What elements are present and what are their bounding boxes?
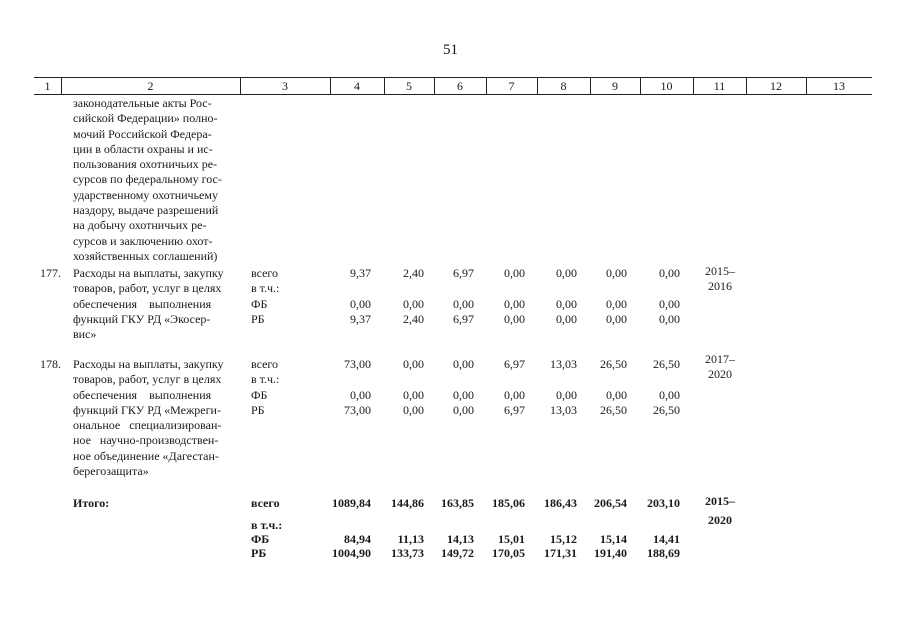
text-line: ударственному охотничьему — [73, 187, 218, 202]
text-line: Расходы на выплаты, закупку — [73, 357, 224, 371]
total-fb-col-7: 15,01 — [498, 532, 525, 546]
label-including: в т.ч.: — [251, 518, 283, 532]
total-fb-col-10: 14,41 — [653, 532, 680, 546]
text-line: ции в области охраны и ис- — [73, 141, 213, 156]
header-col-9: 9 — [612, 79, 618, 93]
header-col-11: 11 — [713, 79, 726, 93]
header-col-7: 7 — [508, 79, 515, 93]
row-period — [698, 264, 742, 295]
total-fb-col-5: 11,13 — [397, 532, 424, 546]
header-col-2: 2 — [147, 79, 154, 93]
row-number: 178. — [40, 357, 61, 371]
value-total-col-5: 2,40 — [403, 266, 424, 280]
value-total-col-4: 73,00 — [344, 357, 371, 371]
text-line: сурсов по федеральному гос- — [73, 172, 222, 187]
row-name — [73, 357, 241, 479]
period-end: 2020 — [708, 513, 732, 527]
total-value-col-4: 1089,84 — [332, 496, 371, 510]
value-fb-col-6: 0,00 — [453, 296, 474, 311]
value-fb-col-5: 0,00 — [403, 296, 424, 311]
value-fb-col-10: 0,00 — [659, 296, 680, 311]
total-fb-col-9: 15,14 — [600, 532, 627, 546]
label-total: всего — [251, 357, 279, 371]
total-rb-col-4: 1004,90 — [332, 546, 371, 560]
label-rb: РБ — [251, 402, 265, 417]
header-col-13: 13 — [833, 79, 845, 93]
row-labels — [251, 357, 279, 418]
text-line: хозяйственных соглашений) — [73, 248, 218, 263]
period-start: 2017– — [705, 352, 735, 366]
text-line: мочий Российской Федера- — [73, 126, 212, 141]
page-number: 51 — [443, 42, 458, 58]
header-col-6: 6 — [457, 79, 463, 93]
total-value-col-8: 186,43 — [544, 496, 577, 510]
total-rb-col-9: 191,40 — [594, 546, 627, 560]
value-total-col-5: 0,00 — [403, 357, 424, 371]
label-fb: ФБ — [251, 296, 268, 311]
text-line: обеспечения выполнения — [73, 387, 212, 402]
value-total-col-7: 6,97 — [504, 357, 525, 371]
total-period — [698, 492, 742, 530]
row-number: 177. — [40, 266, 61, 280]
label-fb: ФБ — [251, 387, 268, 402]
value-rb-col-8: 13,03 — [550, 402, 577, 417]
value-rb-col-7: 6,97 — [504, 402, 525, 417]
value-fb-col-8: 0,00 — [556, 387, 577, 402]
text-line: товаров, работ, услуг в целях — [73, 281, 222, 296]
text-line: ональное специализирован- — [73, 418, 222, 433]
header-bottom-line — [34, 94, 872, 95]
label-rb: РБ — [251, 546, 267, 560]
value-total-col-9: 0,00 — [606, 266, 627, 280]
row-labels — [251, 266, 279, 327]
period-end: 2020 — [708, 367, 732, 382]
value-rb-col-5: 0,00 — [403, 402, 424, 417]
value-rb-col-5: 2,40 — [403, 311, 424, 326]
text-line: берегозащита» — [73, 464, 149, 479]
value-fb-col-5: 0,00 — [403, 387, 424, 402]
value-total-col-9: 26,50 — [600, 357, 627, 371]
period-start: 2015– — [705, 264, 735, 278]
total-rb-col-10: 188,69 — [647, 546, 680, 560]
value-fb-col-4: 0,00 — [350, 296, 371, 311]
value-rb-col-9: 0,00 — [606, 311, 627, 326]
text-line: функций ГКУ РД «Межреги- — [73, 402, 221, 417]
value-rb-col-6: 0,00 — [453, 402, 474, 417]
text-line: вис» — [73, 327, 97, 342]
text-line: Расходы на выплаты, закупку — [73, 266, 224, 280]
label-including: в т.ч.: — [251, 281, 280, 296]
header-col-5: 5 — [406, 79, 412, 93]
text-line: на добычу охотничьих ре- — [73, 218, 207, 233]
header-col-12: 12 — [770, 79, 782, 93]
total-rb-col-6: 149,72 — [441, 546, 474, 560]
total-fb-col-8: 15,12 — [550, 532, 577, 546]
header-col-1: 1 — [44, 79, 51, 93]
value-fb-col-7: 0,00 — [504, 387, 525, 402]
total-rb-col-7: 170,05 — [492, 546, 525, 560]
total-labels — [251, 518, 282, 560]
value-fb-col-6: 0,00 — [453, 387, 474, 402]
value-rb-col-10: 0,00 — [659, 311, 680, 326]
value-total-col-10: 0,00 — [659, 266, 680, 280]
value-rb-col-7: 0,00 — [504, 311, 525, 326]
label-including: в т.ч.: — [251, 372, 280, 387]
header-col-4: 4 — [354, 79, 360, 93]
row-name — [73, 266, 241, 342]
text-line: наздору, выдаче разрешений — [73, 203, 219, 218]
value-total-col-10: 26,50 — [653, 357, 680, 371]
total-value-col-7: 185,06 — [492, 496, 525, 510]
total-rb-col-5: 133,73 — [391, 546, 424, 560]
text-line: пользования охотничьих ре- — [73, 157, 218, 172]
total-rb-col-8: 171,31 — [544, 546, 577, 560]
value-total-col-7: 0,00 — [504, 266, 525, 280]
label-fb: ФБ — [251, 532, 270, 546]
total-value-col-6: 163,85 — [441, 496, 474, 510]
text-line: ное научно-производствен- — [73, 433, 219, 448]
label-rb: РБ — [251, 311, 265, 326]
total-value-col-5: 144,86 — [391, 496, 424, 510]
period-start: 2015– — [705, 494, 735, 508]
value-fb-col-4: 0,00 — [350, 387, 371, 402]
text-line: ное объединение «Дагестан- — [73, 448, 219, 463]
text-line: сийской Федерации» полно- — [73, 111, 218, 126]
header-col-8: 8 — [560, 79, 567, 93]
total-fb-col-6: 14,13 — [447, 532, 474, 546]
value-total-col-6: 6,97 — [453, 266, 474, 280]
row-period — [698, 352, 742, 383]
value-total-col-8: 0,00 — [556, 266, 577, 280]
value-fb-col-8: 0,00 — [556, 296, 577, 311]
value-fb-col-10: 0,00 — [659, 387, 680, 402]
text-line: сурсов и заключению охот- — [73, 233, 213, 248]
period-end: 2016 — [708, 279, 732, 294]
value-rb-col-9: 26,50 — [600, 402, 627, 417]
text-line: функций ГКУ РД «Экосер- — [73, 311, 211, 326]
total-label: Итого: — [73, 496, 110, 510]
value-fb-col-9: 0,00 — [606, 387, 627, 402]
header-col-10: 10 — [660, 79, 673, 93]
value-rb-col-10: 26,50 — [653, 402, 680, 417]
label-total: всего — [251, 266, 279, 280]
total-value-col-10: 203,10 — [647, 496, 680, 510]
value-rb-col-6: 6,97 — [453, 311, 474, 326]
total-value-col-9: 206,54 — [594, 496, 627, 510]
value-total-col-8: 13,03 — [550, 357, 577, 371]
text-line: товаров, работ, услуг в целях — [73, 372, 222, 387]
total-label-total: всего — [251, 496, 280, 510]
value-rb-col-4: 9,37 — [350, 311, 371, 326]
text-line: законодательные акты Рос- — [73, 96, 212, 110]
value-total-col-6: 0,00 — [453, 357, 474, 371]
header-col-3: 3 — [282, 79, 288, 93]
value-rb-col-4: 73,00 — [344, 402, 371, 417]
value-rb-col-8: 0,00 — [556, 311, 577, 326]
value-fb-col-9: 0,00 — [606, 296, 627, 311]
total-fb-col-4: 84,94 — [344, 532, 371, 546]
value-fb-col-7: 0,00 — [504, 296, 525, 311]
continuation-text — [73, 96, 241, 264]
value-total-col-4: 9,37 — [350, 266, 371, 280]
text-line: обеспечения выполнения — [73, 296, 212, 311]
